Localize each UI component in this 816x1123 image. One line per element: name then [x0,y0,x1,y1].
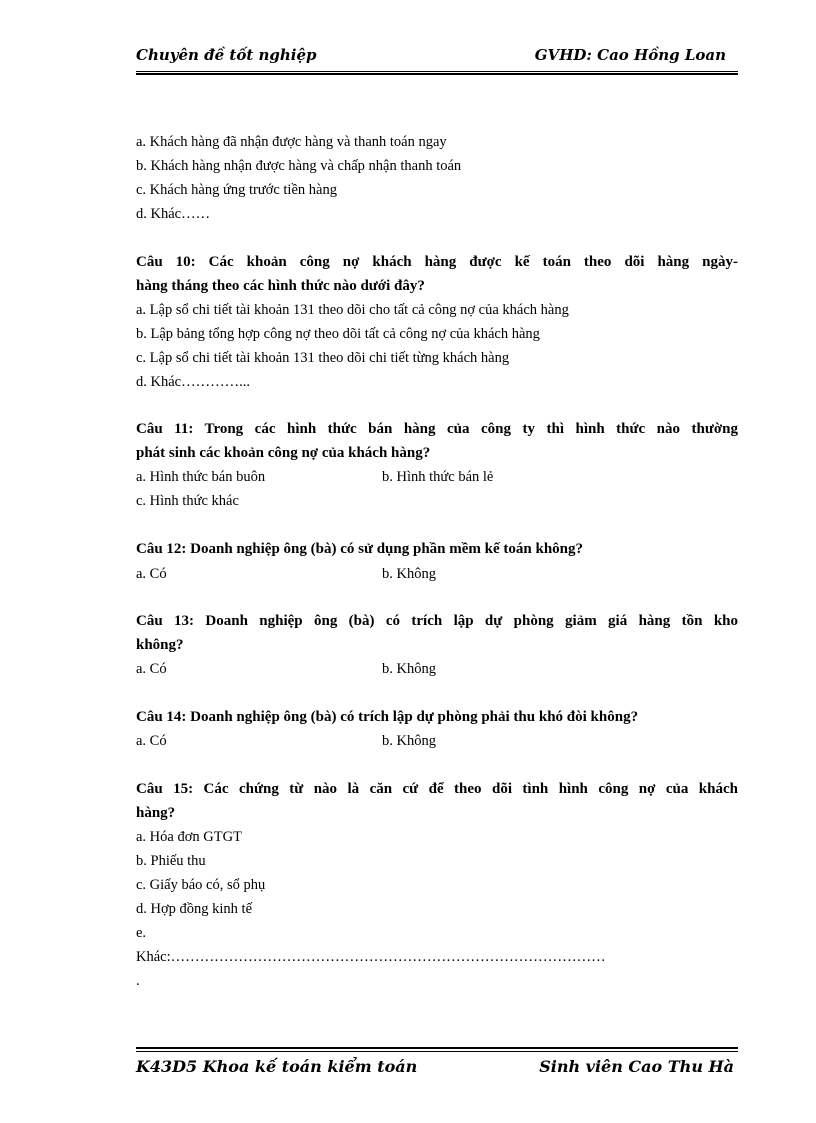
q15-question-line2: hàng? [136,805,176,821]
q15-option-a: a. Hóa đơn GTGT [136,829,242,845]
footer-student: Sinh viên Cao Thu Hà [539,1057,734,1076]
q11-option-b: b. Hình thức bán lẻ [382,469,494,485]
q9-option-d: d. Khác…… [136,206,211,222]
q11-question-line1: Câu 11: Trong các hình thức bán hàng của công ty thì hình thức nào thường [136,421,738,437]
q15-option-other: Khác:……………………………………………………………………………… [136,949,606,965]
header-title: Chuyên đề tốt nghiệp [136,46,317,64]
q10-option-c: c. Lập sổ chi tiết tài khoản 131 theo dõi chi tiết từng khách hàng [136,350,510,366]
q13-option-b: b. Không [382,661,436,677]
header-rule-thick [136,73,738,75]
header-advisor: GVHD: Cao Hồng Loan [534,46,726,64]
footer-rule-thin [136,1051,738,1052]
q11-option-c: c. Hình thức khác [136,493,239,509]
q10-option-b: b. Lập bảng tổng hợp công nợ theo dõi tất cả công nợ của khách hàng [136,326,540,342]
q11-question-line2: phát sinh các khoản công nợ của khách hàng? [136,445,431,461]
footer-rule-thick [136,1047,738,1049]
header-rule-thin [136,71,738,72]
q15-option-c: c. Giấy báo có, sổ phụ [136,877,266,893]
q12-question-line1: Câu 12: Doanh nghiệp ông (bà) có sử dụng phần mềm kế toán không? [136,541,584,557]
q15-question-line1: Câu 15: Các chứng từ nào là căn cứ để theo dõi tình hình công nợ của khách [136,781,738,797]
page-footer [136,1057,738,1081]
q13-option-a: a. Có [136,661,167,677]
q15-option-b: b. Phiếu thu [136,853,206,869]
q10-option-a: a. Lập sổ chi tiết tài khoản 131 theo dõi cho tất cả công nợ của khách hàng [136,302,569,318]
q10-option-d: d. Khác…………... [136,374,250,390]
q12-option-b: b. Không [382,566,436,582]
q11-option-a: a. Hình thức bán buôn [136,469,266,485]
q12-option-a: a. Có [136,566,167,582]
page-header [136,46,738,72]
q10-question-line1: Câu 10: Các khoản công nợ khách hàng được kế toán theo dõi hàng ngày- [136,254,738,270]
q9-option-c: c. Khách hàng ứng trước tiền hàng [136,182,337,198]
q15-option-d: d. Hợp đồng kinh tế [136,901,253,917]
q13-question-line1: Câu 13: Doanh nghiệp ông (bà) có trích lập dự phòng giảm giá hàng tồn kho [136,613,738,629]
q9-option-b: b. Khách hàng nhận được hàng và chấp nhận thanh toán [136,158,462,174]
q15-option-e: e. [136,925,147,941]
q13-question-line2: không? [136,637,184,653]
q10-question-line2: hàng tháng theo các hình thức nào dưới đây? [136,278,425,294]
q14-option-b: b. Không [382,733,436,749]
footer-class: K43D5 Khoa kế toán kiểm toán [136,1057,418,1076]
q14-option-a: a. Có [136,733,167,749]
q14-question-line1: Câu 14: Doanh nghiệp ông (bà) có trích lập dự phòng phải thu khó đòi không? [136,709,639,725]
q9-option-a: a. Khách hàng đã nhận được hàng và thanh toán ngay [136,134,447,150]
q15-option-trailing-dot: . [136,973,140,989]
